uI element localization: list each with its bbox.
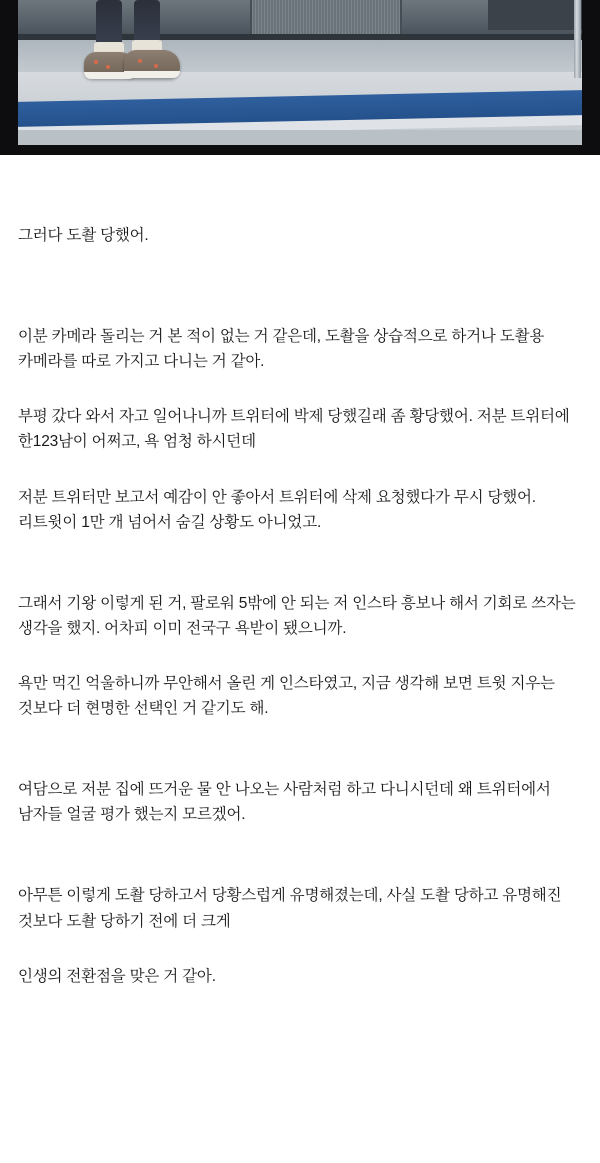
shoe-detail-dot	[138, 59, 142, 63]
subway-floor-foreground	[18, 130, 582, 145]
paragraph-4: 저분 트위터만 보고서 예감이 안 좋아서 트위터에 삭제 요청했다가 무시 당했어. 리트윗이 1만 개 넘어서 숨길 상황도 아니었고.	[18, 488, 536, 531]
post-body	[0, 155, 600, 989]
paragraph-3: 부평 갔다 와서 자고 일어나니까 트위터에 박제 당했길래 좀 황당했어. 저분 트위터에 한123남이 어쩌고, 욕 엄청 하시던데	[18, 408, 570, 451]
shoe-detail-dot	[94, 60, 98, 64]
spacer	[18, 721, 582, 777]
paragraph-1: 그러다 도촬 당했어.	[18, 227, 149, 244]
subway-wall-panel	[250, 0, 402, 34]
spacer	[18, 374, 582, 404]
paragraph-8: 아무튼 이렇게 도촬 당하고서 당황스럽게 유명해졌는데, 사실 도촬 당하고 유명해진 것보다 도촬 당하기 전에 더 크게	[18, 887, 562, 930]
paragraph-6: 욕만 먹긴 억울하니까 무안해서 올린 게 인스타였고, 지금 생각해 보면 트윗 지우는 것보다 더 현명한 선택인 거 같기도 해.	[18, 674, 555, 718]
paragraph-5: 그래서 기왕 이렇게 된 거, 팔로워 5밖에 안 되는 저 인스타 흥보나 해서 기회로 쓰자는 생각을 했지. 어차피 이미 전국구 욕받이 됐으니까.	[18, 594, 576, 637]
spacer	[18, 455, 582, 485]
spacer	[18, 827, 582, 883]
person-shoe-sole-right	[124, 71, 180, 78]
paragraph-7: 여담으로 저분 집에 뜨거운 물 안 나오는 사람처럼 하고 다니시던데 왜 트위터에서 남자들 얼굴 평가 했는지 모르겠어.	[18, 781, 551, 824]
shoe-detail-dot	[106, 65, 110, 69]
spacer	[18, 248, 582, 324]
spacer	[18, 641, 582, 671]
spacer	[18, 934, 582, 964]
paragraph-9: 인생의 전환점을 맞은 거 같아.	[18, 967, 216, 985]
photo-image	[18, 0, 582, 145]
spacer	[18, 155, 582, 223]
paragraph-2: 이분 카메라 돌리는 거 본 적이 없는 거 같은데, 도촬을 상습적으로 하거나 도촬용 카메라를 따로 가지고 다니는 거 같아.	[18, 328, 545, 371]
attached-photo	[0, 0, 600, 155]
shoe-detail-dot	[154, 64, 158, 68]
subway-handrail-pole	[574, 0, 581, 78]
spacer	[18, 535, 582, 591]
subway-wall-shadow	[488, 0, 582, 30]
